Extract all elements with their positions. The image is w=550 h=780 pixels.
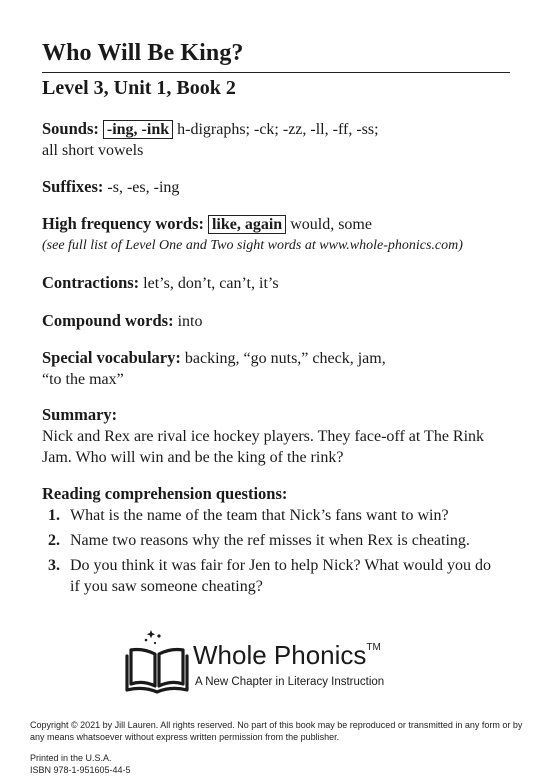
question-number: 1. — [48, 507, 60, 524]
compound-section — [42, 310, 520, 332]
compound-label: Compound words: — [42, 311, 174, 330]
hfw-note: (see full list of Level One and Two sight words at www.whole-phonics.com) — [42, 238, 463, 253]
question-item — [48, 555, 520, 597]
question-item — [48, 530, 520, 551]
vocab-section — [42, 347, 520, 390]
question-text: What is the name of the team that Nick’s fans want to win? — [70, 507, 449, 524]
contractions-text: let’s, don’t, can’t, it’s — [143, 275, 279, 292]
logo-trademark: TM — [366, 642, 381, 653]
questions-heading-wrap — [42, 483, 520, 505]
question-text: Do you think it was fair for Jen to help Nick? What would you do if you saw someone cheating? — [70, 557, 491, 595]
suffixes-label: Suffixes: — [42, 177, 104, 196]
vocab-text-line2: “to the max” — [42, 371, 124, 388]
vocab-text: backing, “go nuts,” check, jam, — [184, 350, 386, 367]
sounds-text: h-digraphs; -ck; -zz, -ll, -ff, -ss; — [177, 121, 379, 138]
questions-label: Reading comprehension questions: — [42, 484, 288, 503]
question-number: 2. — [48, 532, 60, 549]
logo-wordmark — [193, 640, 381, 671]
high-frequency-section — [42, 213, 520, 256]
title-divider — [42, 72, 510, 73]
logo-name: Whole Phonics — [193, 640, 367, 670]
logo-tagline: A New Chapter in Literacy Instruction — [195, 676, 385, 688]
summary-label: Summary: — [42, 405, 118, 424]
hfw-text: would, some — [290, 216, 372, 233]
summary-text: Nick and Rex are rival ice hockey players. They face-off at The Rink Jam. Who will win and be the king of the rink? — [42, 428, 485, 466]
hfw-label: High frequency words: — [42, 214, 204, 233]
hfw-boxed: like, again — [208, 215, 286, 234]
isbn: ISBN 978-1-951605-44-5 — [30, 765, 131, 775]
question-number: 3. — [48, 557, 60, 574]
contractions-label: Contractions: — [42, 273, 140, 292]
contractions-section — [42, 272, 520, 294]
vocab-label: Special vocabulary: — [42, 348, 181, 367]
printed-in: Printed in the U.S.A. — [30, 753, 112, 763]
suffixes-text: -s, -es, -ing — [107, 179, 180, 196]
open-book-sparkle-icon — [125, 628, 189, 694]
sounds-section — [42, 118, 520, 161]
sounds-boxed: -ing, -ink — [103, 120, 173, 139]
sounds-label: Sounds: — [42, 119, 99, 138]
copyright-notice: Copyright © 2021 by Jill Lauren. All rights reserved. No part of this book may be reproduced or transmitted in any form or by any means whatsoever without express written permission from the publisher. — [30, 720, 523, 742]
sounds-text-line2: all short vowels — [42, 142, 144, 159]
summary-section — [42, 404, 490, 468]
question-item — [48, 505, 520, 526]
suffixes-section — [42, 176, 520, 198]
question-text: Name two reasons why the ref misses it when Rex is cheating. — [70, 532, 470, 549]
compound-text: into — [177, 313, 203, 330]
questions-list — [48, 505, 520, 601]
whole-phonics-logo — [125, 628, 425, 698]
book-title: Who Will Be King? — [42, 40, 244, 66]
book-level-subtitle: Level 3, Unit 1, Book 2 — [42, 77, 236, 99]
